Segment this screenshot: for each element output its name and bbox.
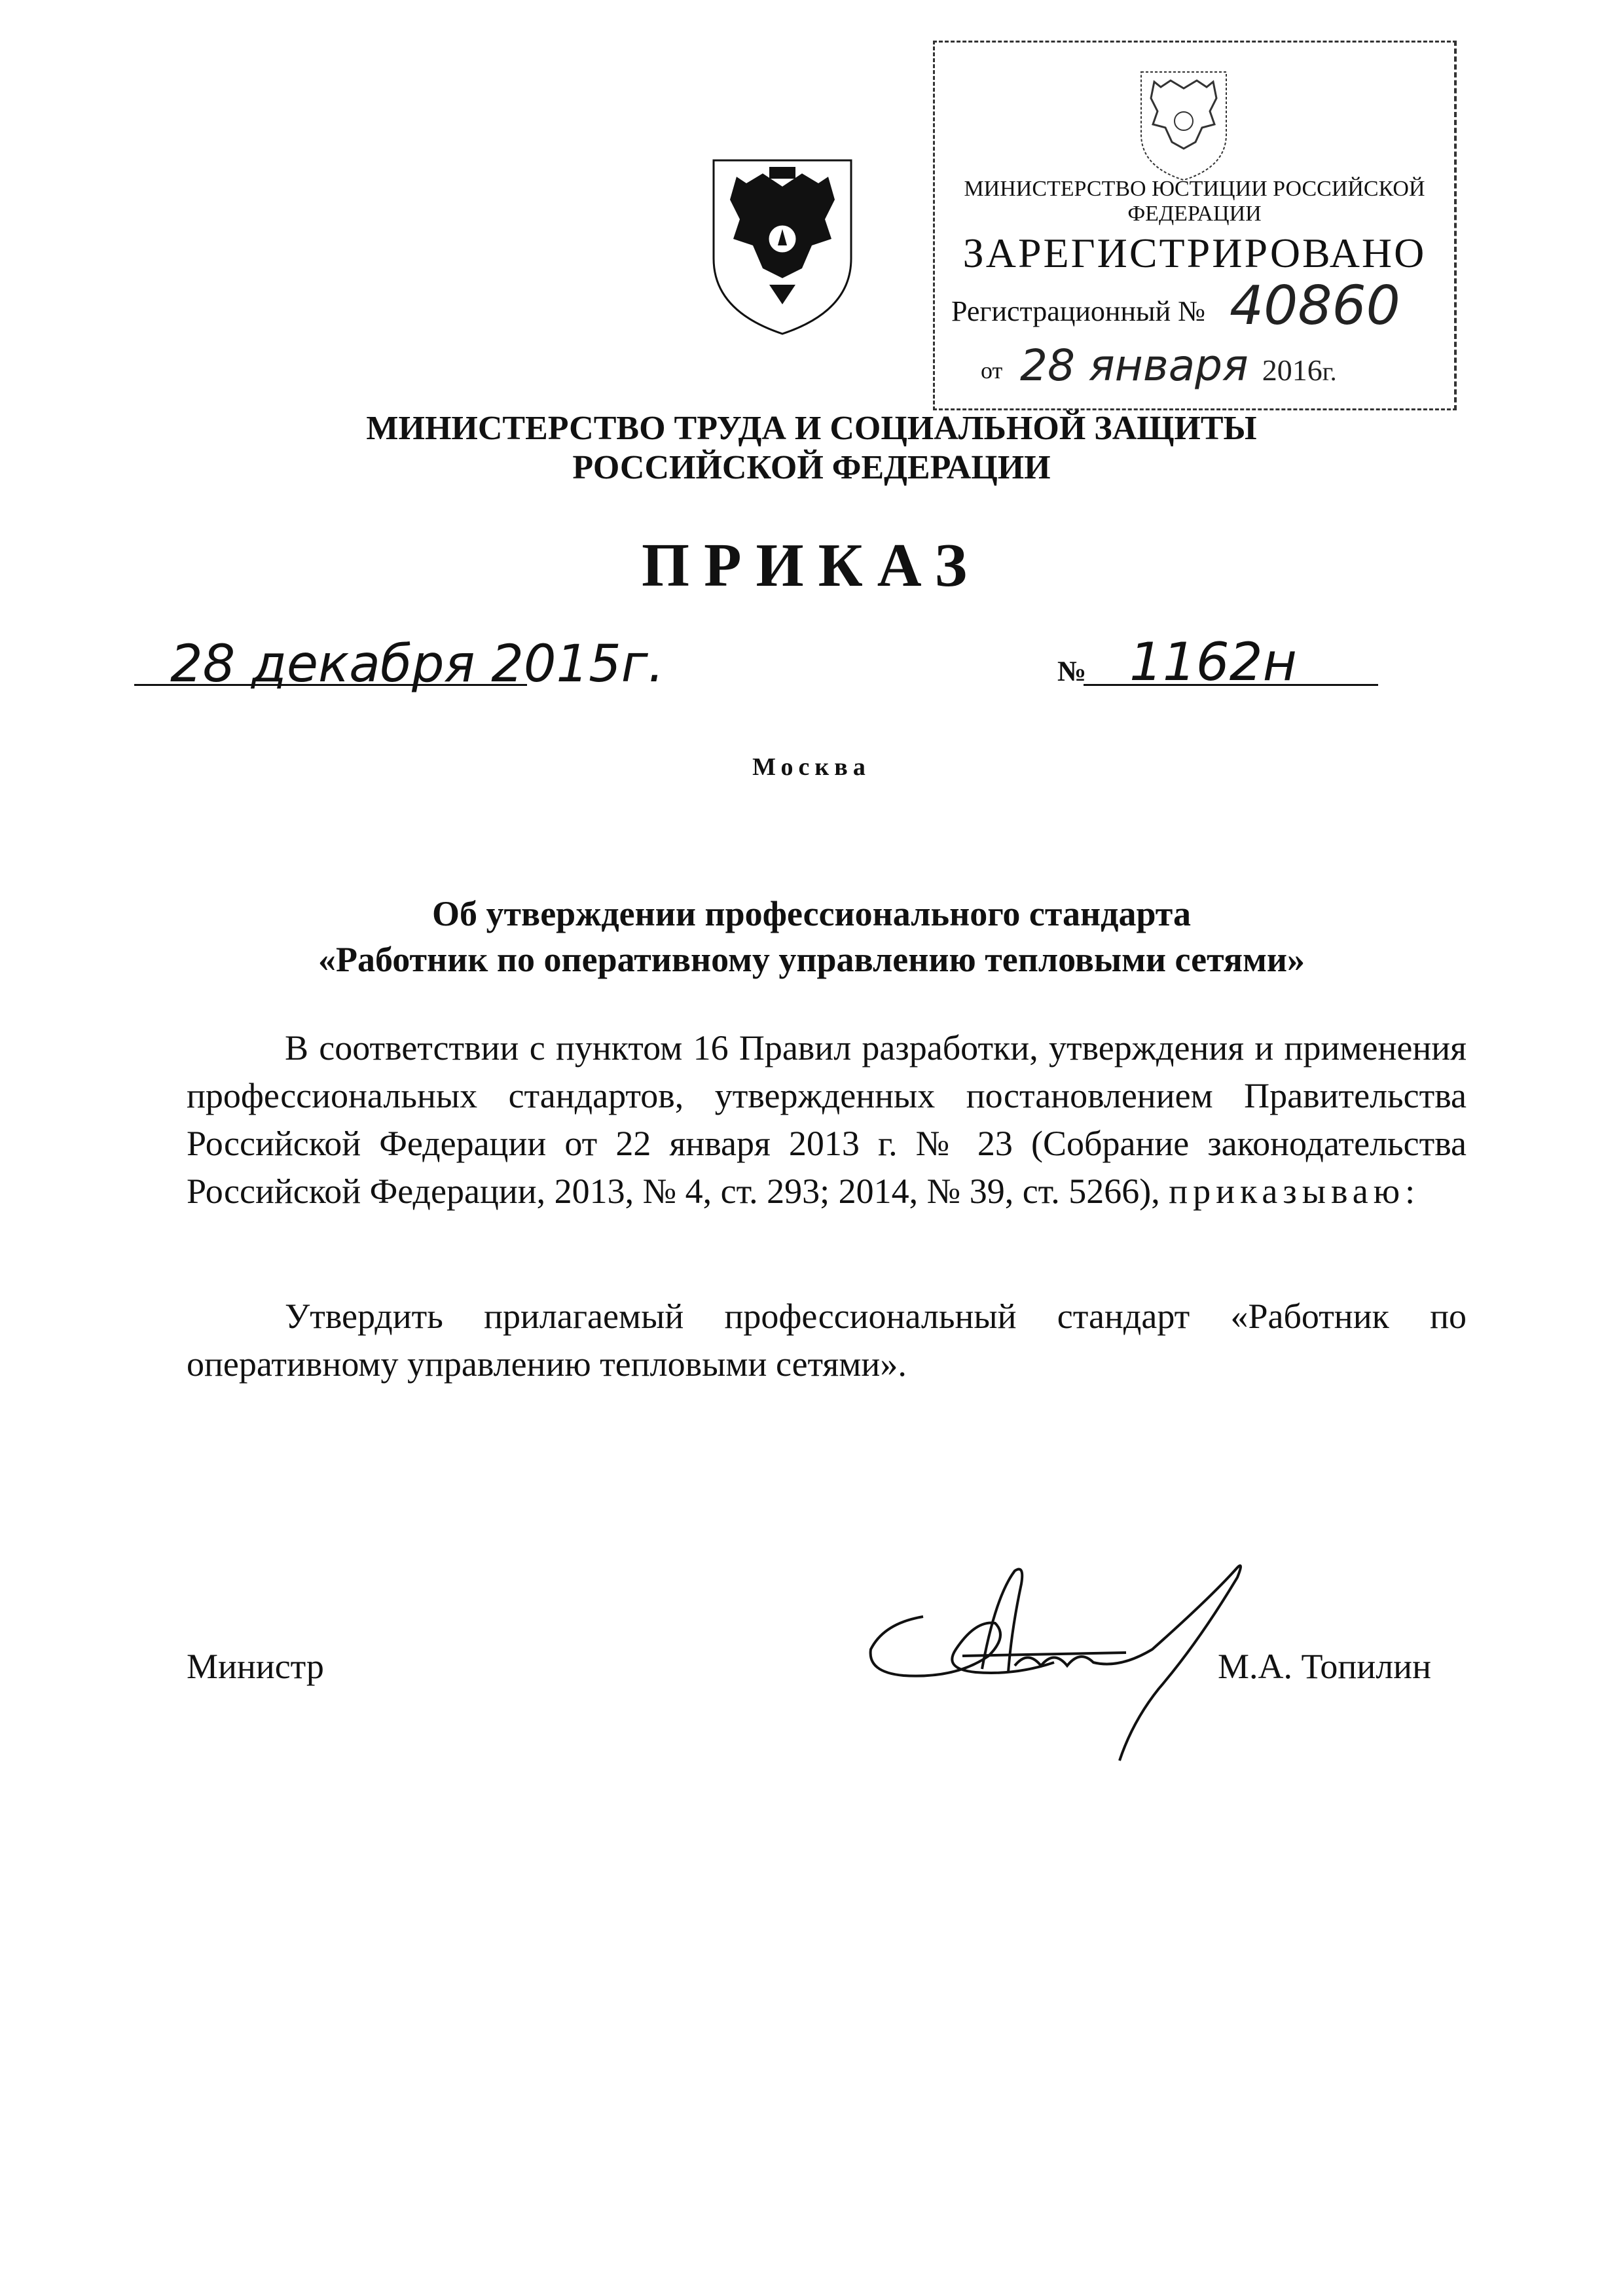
order-date-handwritten: 28 декабря 2015г. [170,635,665,694]
stamp-date-label: от [981,357,1003,384]
document-type-title: ПРИКАЗ [642,531,981,600]
order-date-underline [134,684,527,686]
signatory-title: Министр [187,1647,324,1686]
city-name: Москва [752,753,871,781]
body-paragraph-1 [187,1024,1467,1215]
stamp-date-year: 2016 [1262,353,1322,387]
body-paragraph-2: Утвердить прилагаемый профессиональный стандарт «Работник по оперативному управлению тепловыми сетями». [187,1297,1467,1384]
stamp-number-value: 40860 [1230,275,1400,337]
coat-of-arms-emblem [701,147,864,344]
signatory-name: М.А. Топилин [1218,1647,1431,1686]
subject-line1: Об утверждении профессионального стандарта [432,894,1191,933]
ministry-name-line2: РОССИЙСКОЙ ФЕДЕРАЦИИ [572,449,1051,486]
order-number-sign: № [1057,655,1087,687]
stamp-date-day-month: 28 января [1020,340,1249,391]
stamp-registered-label: ЗАРЕГИСТРИРОВАНО [962,230,1427,276]
body-paragraph-1-order-word: приказываю: [1169,1172,1421,1211]
stamp-date-year-suffix: г. [1322,357,1337,386]
stamp-emblem [1131,62,1236,187]
body-paragraph-1-text: В соответствии с пунктом 16 Правил разработки, утверждения и применения профессиональных стандартов, утвержденных постановлением Правительства Российской Федерации от 22 января 2013 г. № 23 (Собрание законодательства Российской Федерации, 2013, № 4, ст. 293; 2014, № 39, ст. 5266), [187,1028,1467,1211]
ministry-name-line1: МИНИСТЕРСТВО ТРУДА И СОЦИАЛЬНОЙ ЗАЩИТЫ [366,410,1257,447]
stamp-date-value [1020,340,1337,391]
order-number-handwritten: 1162н [1129,632,1297,692]
registration-stamp [933,41,1457,410]
stamp-ministry-line: МИНИСТЕРСТВО ЮСТИЦИИ РОССИЙСКОЙ ФЕДЕРАЦИИ [964,177,1425,226]
subject-line2: «Работник по оперативному управлению тепловыми сетями» [318,940,1305,979]
order-number-underline [1084,684,1378,686]
stamp-number-label: Регистрационный № [951,295,1206,327]
